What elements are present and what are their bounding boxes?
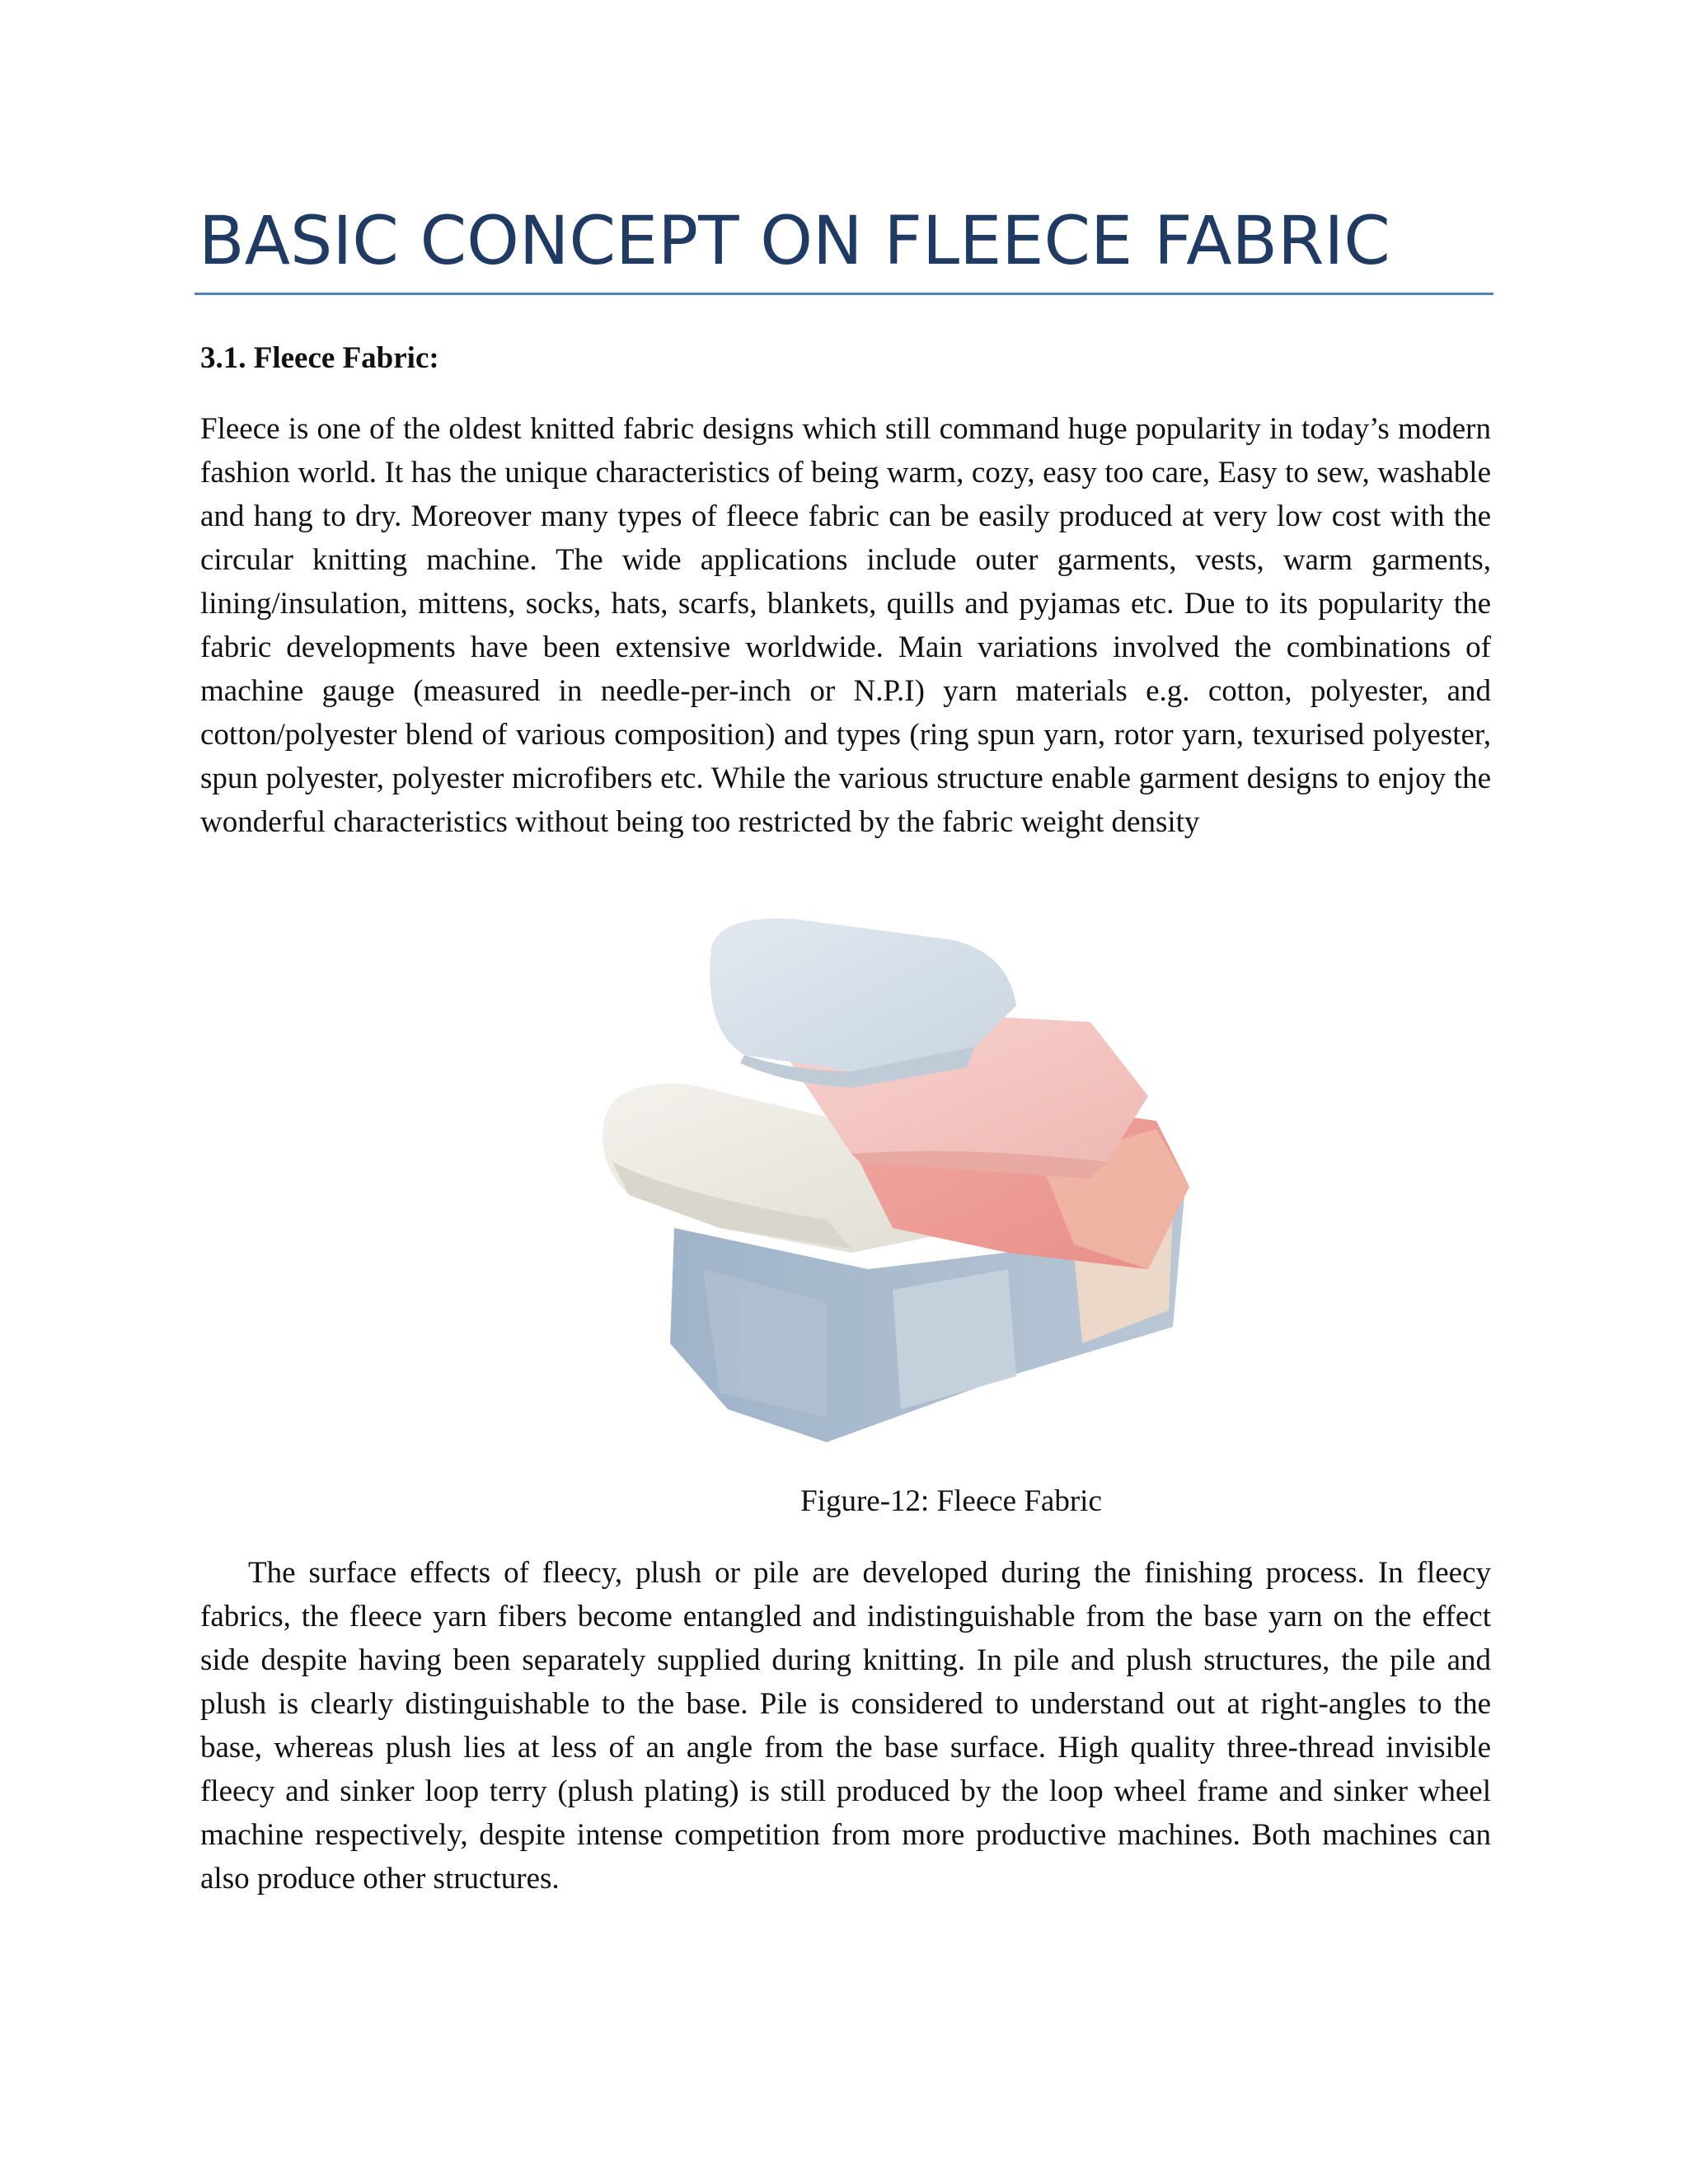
section-heading: 3.1. Fleece Fabric:	[200, 341, 439, 375]
title-underline	[195, 293, 1493, 295]
fleece-fabric-image	[579, 915, 1214, 1451]
paragraph-surface-effects: The surface effects of fleecy, plush or pile are developed during the finishing process. In fleecy fabrics, the fleece yarn fibers become entangled and indistinguishable from the base yarn on the effect side despite having been separately supplied during knitting. In pile and plush structures, the pile and plush is clearly distinguishable to the base. Pile is considered to understand out at right-angles to the base, whereas plush lies at less of an angle from the base surface. High quality three-thread invisible fleecy and sinker loop terry (plush plating) is still produced by the loop wheel frame and sinker wheel machine respectively, despite intense competition from more productive machines. Both machines can also produce other structures.	[200, 1556, 1491, 1896]
page-title: BASIC CONCEPT ON FLEECE FABRIC	[199, 203, 1390, 280]
figure-caption: Figure-12: Fleece Fabric	[800, 1484, 1102, 1518]
paragraph-intro: Fleece is one of the oldest knitted fabric designs which still command huge popularity in today’s modern fashion world. It has the unique characteristics of being warm, cozy, easy too care, Easy to sew, washable and hang to dry. Moreover many types of fleece fabric can be easily produced at very low cost with the circular knitting machine. The wide applications include outer garments, vests, warm garments, lining/insulation, mittens, socks, hats, scarfs, blankets, quills and pyjamas etc. Due to its popularity the fabric developments have been extensive worldwide. Main variations involved the combinations of machine gauge (measured in needle-per-inch or N.P.I) yarn materials e.g. cotton, polyester, and cotton/polyester blend of various composition) and types (ring spun yarn, rotor yarn, texurised polyester, spun polyester, polyester microfibers etc. While the various structure enable garment designs to enjoy the wonderful characteristics without being too restricted by the fabric weight density	[200, 412, 1491, 839]
